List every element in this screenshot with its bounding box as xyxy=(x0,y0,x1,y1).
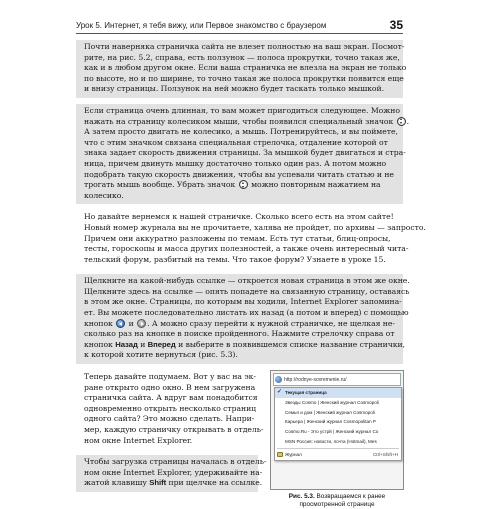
text-line: тесты, гороскопы и масса других полезностей, а также очень интересный чита- xyxy=(84,244,409,254)
menu-item xyxy=(275,427,401,437)
text-line: нажать на страницу колесиком мыши, чтобы появился специальный значок . xyxy=(84,116,410,126)
text-line: Теперь давайте подумаем. Вот у вас на эк- xyxy=(84,372,256,382)
menu-item xyxy=(275,417,401,427)
note-autoscroll xyxy=(76,104,410,204)
text-line: Щелкните на какой-нибудь ссылке — откроется новая страница в этом же окне. xyxy=(84,276,410,286)
menu-item xyxy=(275,408,401,418)
autoscroll-icon xyxy=(239,180,248,189)
forward-button-icon xyxy=(137,319,146,328)
browser-screenshot xyxy=(270,370,404,490)
header-rule xyxy=(76,33,403,34)
text-line: рите, на рис. 5.2, справа, есть ползунок — полоса прокрутки, точно такая же, xyxy=(84,52,400,62)
menu-item-label: Cosmo.Ru - Это устрй | Женский журнал Co xyxy=(285,429,379,435)
page-number: 35 xyxy=(389,18,403,32)
text-line: одновременно открыть несколько страниц xyxy=(84,403,257,413)
text-line: Чтобы загрузка страницы началась в отдель- xyxy=(84,457,267,467)
paragraph-site-overview xyxy=(76,210,426,268)
text-line: Но давайте вернемся к нашей страничке. Сколько всего есть на этом сайте! xyxy=(84,212,394,222)
text-line: ница, причем двинуть мышку достаточно только один раз. А потом можно xyxy=(84,158,387,168)
text-fragment: кнопок xyxy=(84,318,113,328)
menu-separator xyxy=(277,448,399,449)
menu-item-label: Карьера | Женский журнал Cosmopolitan P xyxy=(285,419,376,425)
ie-globe-icon xyxy=(275,376,282,383)
text-line: что с этим значком связана специальная стрелочка, отдаление которой от xyxy=(84,137,388,147)
back-button-icon xyxy=(116,319,125,328)
text-line: мер, каждую страничку открывать в отдель- xyxy=(84,425,264,434)
paragraph-multiple-windows xyxy=(76,370,264,449)
text-line: по высоте, но и по ширине, то точно такая же полоса прокрутки появится еще xyxy=(84,73,404,83)
text-fragment: трогать мышь вообще. Убрать значок xyxy=(84,180,236,190)
text-fragment: при щелчке на ссылке. xyxy=(168,478,263,488)
history-icon xyxy=(277,452,283,457)
text-fragment: кнопок xyxy=(84,339,113,349)
text-line xyxy=(84,339,405,351)
text-line: подобрать такую скорость движения, чтобы вы успевали читать статью и не xyxy=(84,169,394,179)
text-line: А затем просто двигать не колесико, а мышь. Потренируйтесь, и вы поймете, xyxy=(84,127,398,137)
figure-5-3 xyxy=(270,370,404,509)
checkmark-icon: ✓ xyxy=(277,389,283,396)
text-line: как и в любом другом окне. Если ваша страничка не влезла на экран не только xyxy=(84,63,407,73)
menu-item xyxy=(275,398,401,408)
running-title: Урок 5. Интернет, я тебя вижу, или Первое знакомство с браузером xyxy=(76,21,327,30)
text-line: Щелкните здесь на ссылке — опять попадете на связанную страницу, оставаясь xyxy=(84,286,410,296)
text-line: страничка сайта. А вдруг вам понадобится xyxy=(84,393,258,403)
text-line: колесико. xyxy=(84,190,124,200)
page-content xyxy=(76,40,426,509)
text-line xyxy=(84,319,395,330)
page-header xyxy=(76,18,403,34)
menu-item-label: Звезды Cosmo | Женский журнал Cosmopoli xyxy=(285,399,379,405)
text-line: и внизу страницы. Ползунок на ней можно будет таскать только мышкой. xyxy=(84,84,384,94)
back-button-name: Назад xyxy=(115,339,138,349)
text-line: Почти наверняка страничка сайта не влезет полностью на ваш экран. Посмот- xyxy=(84,42,405,51)
address-text: http://rodnye-sovremenie.ru/ xyxy=(284,376,347,383)
text-line: Если страница очень длинная, то вам может пригодиться следующее. Можно xyxy=(84,105,400,115)
figure-caption xyxy=(270,493,404,509)
text-line: сколько раз на кнопке в поиске пройденного. Нажмите стрелочку справа от xyxy=(84,329,395,339)
text-line: ет. Вы можете последовательно листать их назад (а потом и вперед) с помощью xyxy=(84,308,409,318)
text-line: тельский форум, разбитый на темы. Что такое форум? Узнаете в уроке 15. xyxy=(84,254,386,264)
menu-item-label: MSN Россия: новости, почта (Hotmail), Mes xyxy=(285,439,377,445)
text-line: ране открыто одно окно. В нем загружена xyxy=(84,382,256,392)
note-shift-click xyxy=(76,455,267,492)
text-line xyxy=(84,478,263,489)
note-navigation xyxy=(76,274,410,364)
menu-item xyxy=(275,437,401,447)
text-line: Новый номер журнала вы не прочитаете, халява не пройдет, по архивы — запросто. xyxy=(84,222,426,232)
text-fragment: нажать на страницу колесиком мыши, чтобы появился специальный значок xyxy=(84,116,394,126)
text-line: Причем они аккуратно разложены по темам. Есть тут статьи, блиц-опросы, xyxy=(84,233,391,243)
menu-item-label: Семья и дом | Женский журнал Cosmopoli xyxy=(285,409,375,415)
history-dropdown-menu xyxy=(274,387,402,461)
text-line: к которой хотите вернуться (рис. 5.3). xyxy=(84,350,238,360)
forward-button-name: Вперед xyxy=(147,339,176,349)
menu-item-label: Текущая страница xyxy=(285,390,327,396)
text-line xyxy=(84,180,395,191)
text-fragment: . А можно сразу перейти к нужной страничке, не щелкая не- xyxy=(147,318,395,328)
text-line: в этом же окне. Страницы, по которым вы ходили, Internet Explorer запомина- xyxy=(84,297,402,307)
shift-key-name: Shift xyxy=(149,478,167,488)
menu-item-current-page xyxy=(275,388,401,398)
text-fragment: жатой клавишу xyxy=(84,478,147,488)
text-fragment: и выберите в появившемся списке название странички, xyxy=(178,339,405,349)
lower-section xyxy=(76,370,403,509)
text-line: одного сайта? Это можно сделать. Напри- xyxy=(84,414,255,424)
menu-item-shortcut: Ctrl+Shift+H xyxy=(372,451,398,457)
caption-text: Возвращаемся к ранее просмотренной странице xyxy=(299,493,386,509)
menu-item-history xyxy=(275,450,401,460)
menu-item-label: Журнал xyxy=(285,451,302,457)
address-bar xyxy=(273,373,401,386)
text-fragment: и xyxy=(128,318,134,328)
left-column xyxy=(76,370,267,492)
text-line: знака задает скорость движения страницы. За мышкой будет двигаться и стра- xyxy=(84,148,406,158)
note-scrollbar xyxy=(76,40,407,98)
autoscroll-icon xyxy=(397,117,406,126)
caption-label: Рис. 5.3. xyxy=(288,493,315,501)
text-line: ном окне Internet Explorer. xyxy=(84,435,193,445)
text-fragment: можно повторным нажатием на xyxy=(251,180,381,190)
text-fragment: и xyxy=(140,339,146,349)
text-line: ном окне Internet Explorer, удерживайте на- xyxy=(84,467,263,477)
